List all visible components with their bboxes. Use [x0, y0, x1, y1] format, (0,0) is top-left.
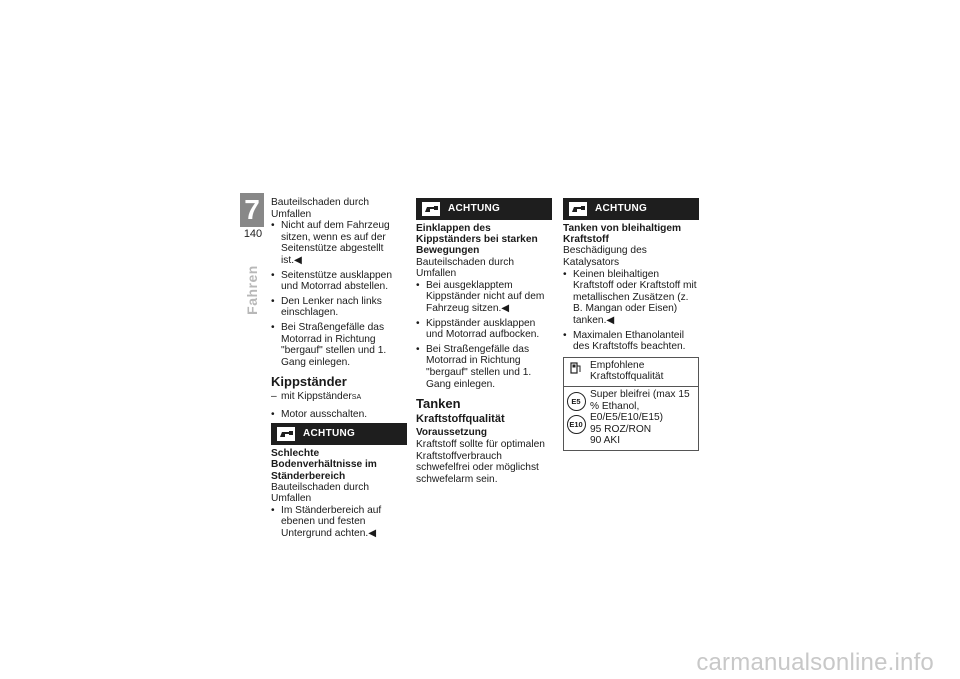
- list-item: • Bei Straßengefälle das Motorrad in Richtung "bergauf" stellen und 1. Gang einlegen.: [271, 322, 407, 368]
- column-2: [416, 198, 552, 485]
- section-heading: Kippständer: [271, 374, 347, 390]
- warning-bar: [271, 423, 407, 445]
- page-number: 140: [243, 228, 263, 240]
- warning-label: ACHTUNG: [303, 428, 356, 440]
- special-equipment-line: – mit Kippständer SA: [271, 390, 362, 402]
- bullet-list: [563, 269, 699, 353]
- hand-warning-icon: [277, 427, 295, 441]
- fuel-table-header: Empfohlene Kraftstoffqualität: [590, 359, 664, 383]
- warning-title: Schlechte Bodenverhältnisse im Ständerbereich: [271, 448, 377, 482]
- list-item: • Maximalen Ethanolanteil des Kraftstoffs beachten.: [563, 330, 699, 353]
- column-3: [563, 198, 699, 451]
- list-item: • Seitenstütze ausklappen und Motorrad abstellen.: [271, 270, 407, 293]
- warning-label: ACHTUNG: [448, 203, 501, 215]
- chapter-title: Fahren: [244, 265, 260, 315]
- warning-title: Tanken von bleihaltigem Kraftstoff: [563, 223, 682, 246]
- warning-label: ACHTUNG: [595, 203, 648, 215]
- list-item: • Keinen bleihaltigen Kraftstoff oder Kraftstoff mit metallischen Zusätzen (z. B. Mangan oder Eisen) tanken.◀: [563, 269, 699, 327]
- e10-badge-icon: E10: [567, 415, 586, 434]
- list-item: • Bei ausgeklapptem Kippständer nicht auf dem Fahrzeug sitzen.◀: [416, 280, 552, 315]
- special-equipment-text: mit Kippständer: [281, 390, 352, 402]
- warning-title: Einklappen des Kippständers bei starken Bewegungen: [416, 223, 538, 257]
- watermark: carmanualsonline.info: [696, 649, 934, 676]
- warning-intro: Bauteilschaden durch Umfallen: [416, 256, 514, 280]
- fuel-octane-aki: 90 AKI: [590, 435, 621, 447]
- bullet-list: [271, 220, 407, 368]
- list-item: • Den Lenker nach links einschlagen.: [271, 296, 407, 319]
- list-item: • Bei Straßengefälle das Motorrad in Richtung "bergauf" stellen und 1. Gang einlegen.: [416, 344, 552, 390]
- warning-bar: [416, 198, 552, 220]
- bullet-list: [271, 409, 407, 421]
- list-item: • Motor ausschalten.: [271, 409, 407, 421]
- bullet-list: [271, 505, 407, 540]
- prerequisite-heading: Voraussetzung: [416, 427, 487, 439]
- fuel-spec-line: Super bleifrei (max 15 % Ethanol, E0/E5/E10/E15): [590, 388, 690, 424]
- warning-bar: [563, 198, 699, 220]
- intro-text: Bauteilschaden durch Umfallen: [271, 197, 369, 220]
- sub-heading: Kraftstoffqualität: [416, 412, 505, 425]
- list-item: • Kippständer ausklappen und Motorrad aufbocken.: [416, 318, 552, 341]
- list-item: • Im Ständerbereich auf ebenen und festen Untergrund achten.◀: [271, 505, 407, 540]
- section-heading: Tanken: [416, 396, 461, 412]
- list-item: • Nicht auf dem Fahrzeug sitzen, wenn es auf der Seitenstütze abgestellt ist.◀: [271, 220, 407, 266]
- dash-icon: –: [271, 390, 277, 402]
- chapter-number: 7: [240, 193, 264, 227]
- bullet-list: [416, 280, 552, 390]
- e5-badge-icon: E5: [567, 392, 586, 411]
- hand-warning-icon: [569, 202, 587, 216]
- column-1: [271, 197, 407, 543]
- fuel-pump-icon: [569, 361, 583, 375]
- hand-warning-icon: [422, 202, 440, 216]
- warning-intro: Bauteilschaden durch Umfallen: [271, 481, 369, 505]
- table-row: [564, 358, 698, 386]
- fuel-octane-ron: 95 ROZ/RON: [590, 423, 652, 435]
- prerequisite-text: Kraftstoff sollte für optimalen Kraftstoffverbrauch schwefelfrei oder möglichst schwefelarm sein.: [416, 438, 545, 485]
- warning-intro: Beschädigung des Katalysators: [563, 245, 647, 268]
- table-row: [564, 386, 698, 450]
- fuel-quality-table: [563, 357, 699, 451]
